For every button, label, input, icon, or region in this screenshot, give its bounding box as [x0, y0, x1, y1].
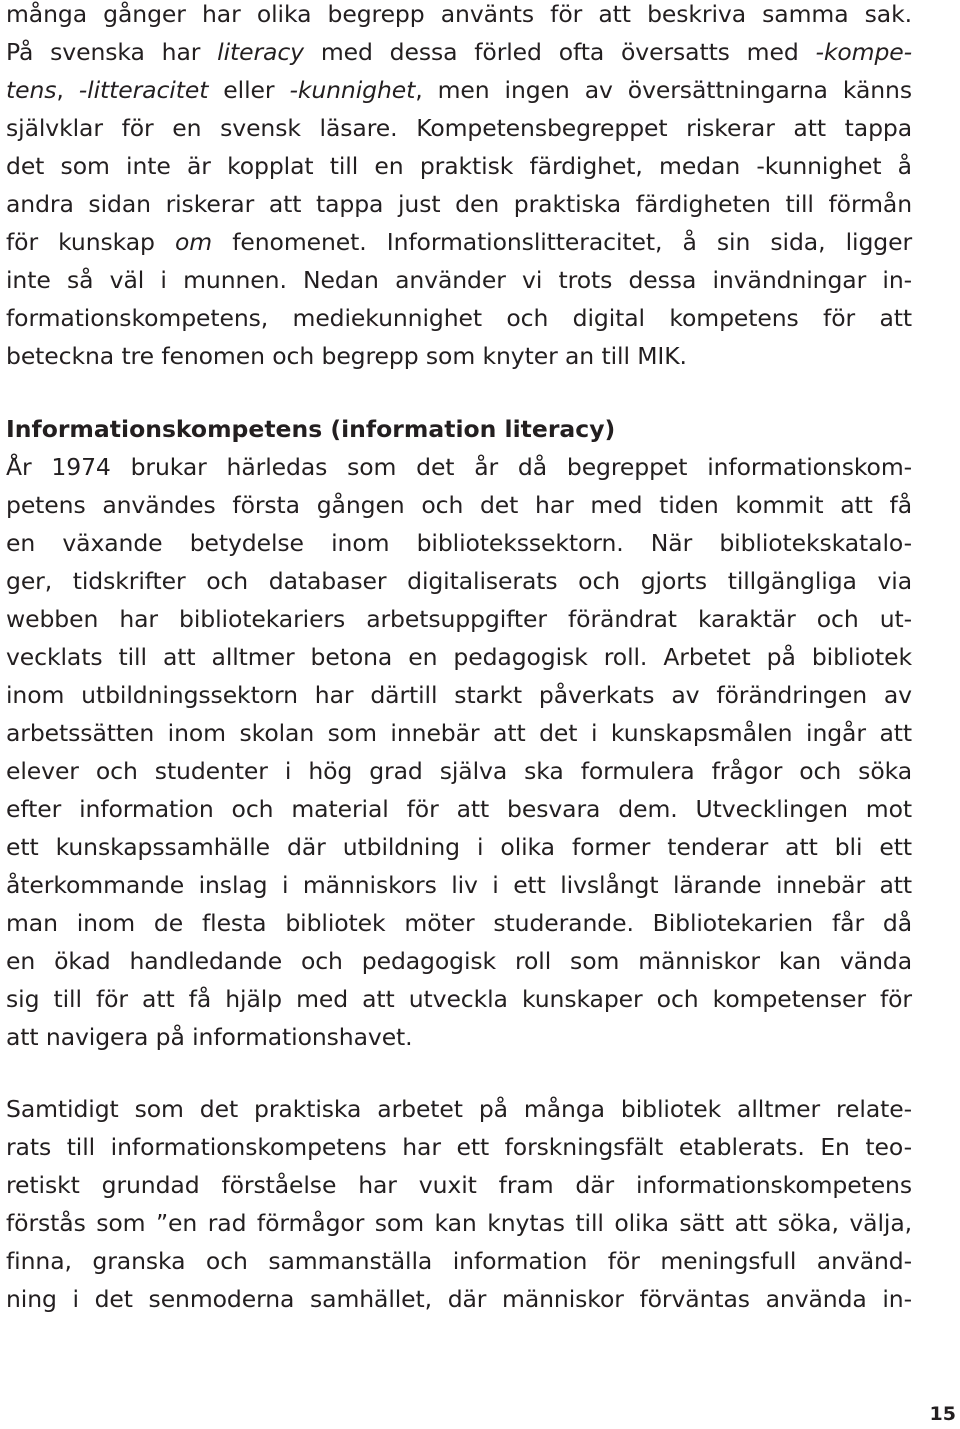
text-run: rats till informationskompetens har ett forskningsfält etablerats. En teo- — [6, 1133, 912, 1161]
text-run: många gånger har olika begrepp använts för att beskriva samma sak. — [6, 0, 912, 28]
section-heading-informationskompetens: Informationskompetens (information literacy) — [6, 415, 616, 443]
text-line — [6, 0, 912, 33]
text-run: självklar för en svensk läsare. Kompetensbegreppet riskerar att tappa — [6, 114, 912, 142]
text-line — [6, 866, 912, 904]
text-run: beteckna tre fenomen och begrepp som knyter an till MIK. — [6, 342, 687, 370]
text-run: arbetssätten inom skolan som innebär att det i kunskapsmålen ingår att — [6, 719, 912, 747]
paragraph-informationskompetens-history — [6, 448, 912, 1056]
italic-term: tens — [6, 76, 57, 104]
text-line — [6, 109, 912, 147]
text-run: ning i det senmoderna samhället, där människor förväntas använda in- — [6, 1285, 912, 1313]
text-line — [6, 448, 912, 486]
text-run: vecklats till att alltmer betona en pedagogisk roll. Arbetet på bibliotek — [6, 643, 912, 671]
text-run: webben har bibliotekariers arbetsuppgifter förändrat karaktär och ut- — [6, 605, 912, 633]
text-line — [6, 1090, 912, 1128]
text-line — [6, 71, 912, 109]
text-line — [6, 638, 912, 676]
text-line — [6, 600, 912, 638]
text-run: för kunskap — [6, 228, 176, 256]
text-line — [6, 1018, 912, 1056]
text-run: inte så väl i munnen. Nedan använder vi trots dessa invändningar in- — [6, 266, 912, 294]
text-line — [6, 904, 912, 942]
text-run: formationskompetens, mediekunnighet och digital kompetens för att — [6, 304, 912, 332]
text-line — [6, 261, 912, 299]
italic-term: -kunnighet — [289, 76, 416, 104]
text-line — [6, 1166, 912, 1204]
text-run: På svenska har — [6, 38, 218, 66]
text-line — [6, 752, 912, 790]
text-run: År 1974 brukar härledas som det år då begreppet informationskom- — [6, 453, 912, 481]
text-line — [6, 714, 912, 752]
text-run: sig till för att få hjälp med att utveckla kunskaper och kompetenser för — [6, 985, 912, 1013]
text-line — [6, 147, 912, 185]
text-line — [6, 185, 912, 223]
text-line — [6, 1128, 912, 1166]
text-run: ger, tidskrifter och databaser digitaliserats och gjorts tillgängliga via — [6, 567, 912, 595]
text-run: förstås som ”en rad förmågor som kan knytas till olika sätt att söka, välja, — [6, 1209, 912, 1237]
text-run: ett kunskapssamhälle där utbildning i olika former tenderar att bli ett — [6, 833, 912, 861]
text-run: det som inte är kopplat till en praktisk färdighet, medan -kunnighet å — [6, 152, 912, 180]
text-line — [6, 1242, 912, 1280]
text-line — [6, 299, 912, 337]
text-run: Samtidigt som det praktiska arbetet på många bibliotek alltmer relate- — [6, 1095, 912, 1123]
text-line — [6, 828, 912, 866]
text-line — [6, 562, 912, 600]
text-run: fenomenet. Informationslitteracitet, å sin sida, ligger — [212, 228, 912, 256]
paragraph-research-field — [6, 1090, 912, 1318]
italic-term: -kompe- — [815, 38, 912, 66]
text-line — [6, 524, 912, 562]
paragraph-literacy-terms — [6, 0, 912, 375]
text-run: retiskt grundad förståelse har vuxit fram där informationskompetens — [6, 1171, 912, 1199]
text-run: , men ingen av översättningarna känns — [415, 76, 912, 104]
text-line — [6, 337, 912, 375]
text-run: efter information och material för att besvara dem. Utvecklingen mot — [6, 795, 912, 823]
text-run: återkommande inslag i människors liv i ett livslångt lärande innebär att — [6, 871, 912, 899]
text-run: man inom de flesta bibliotek möter studerande. Bibliotekarien får då — [6, 909, 912, 937]
text-line — [6, 676, 912, 714]
italic-term: -litteracitet — [78, 76, 209, 104]
text-line — [6, 223, 912, 261]
text-line — [6, 790, 912, 828]
text-line — [6, 1204, 912, 1242]
text-run: en ökad handledande och pedagogisk roll som människor kan vända — [6, 947, 912, 975]
text-run: finna, granska och sammanställa information för meningsfull använd- — [6, 1247, 912, 1275]
text-run: eller — [208, 76, 290, 104]
text-line — [6, 942, 912, 980]
text-run: andra sidan riskerar att tappa just den praktiska färdigheten till förmån — [6, 190, 912, 218]
text-run: inom utbildningssektorn har därtill starkt påverkats av förändringen av — [6, 681, 912, 709]
page-number: 15 — [929, 1403, 956, 1425]
text-run: elever och studenter i hög grad själva ska formulera frågor och söka — [6, 757, 912, 785]
text-run: att navigera på informationshavet. — [6, 1023, 413, 1051]
italic-term: literacy — [217, 38, 304, 66]
text-run: petens användes första gången och det har med tiden kommit att få — [6, 491, 912, 519]
text-run: med dessa förled ofta översatts med — [303, 38, 816, 66]
text-line — [6, 1280, 912, 1318]
text-line — [6, 486, 912, 524]
text-line — [6, 33, 912, 71]
text-run: , — [56, 76, 79, 104]
text-run: en växande betydelse inom bibliotekssektorn. När bibliotekskatalo- — [6, 529, 912, 557]
text-line — [6, 980, 912, 1018]
italic-term: om — [175, 228, 213, 256]
